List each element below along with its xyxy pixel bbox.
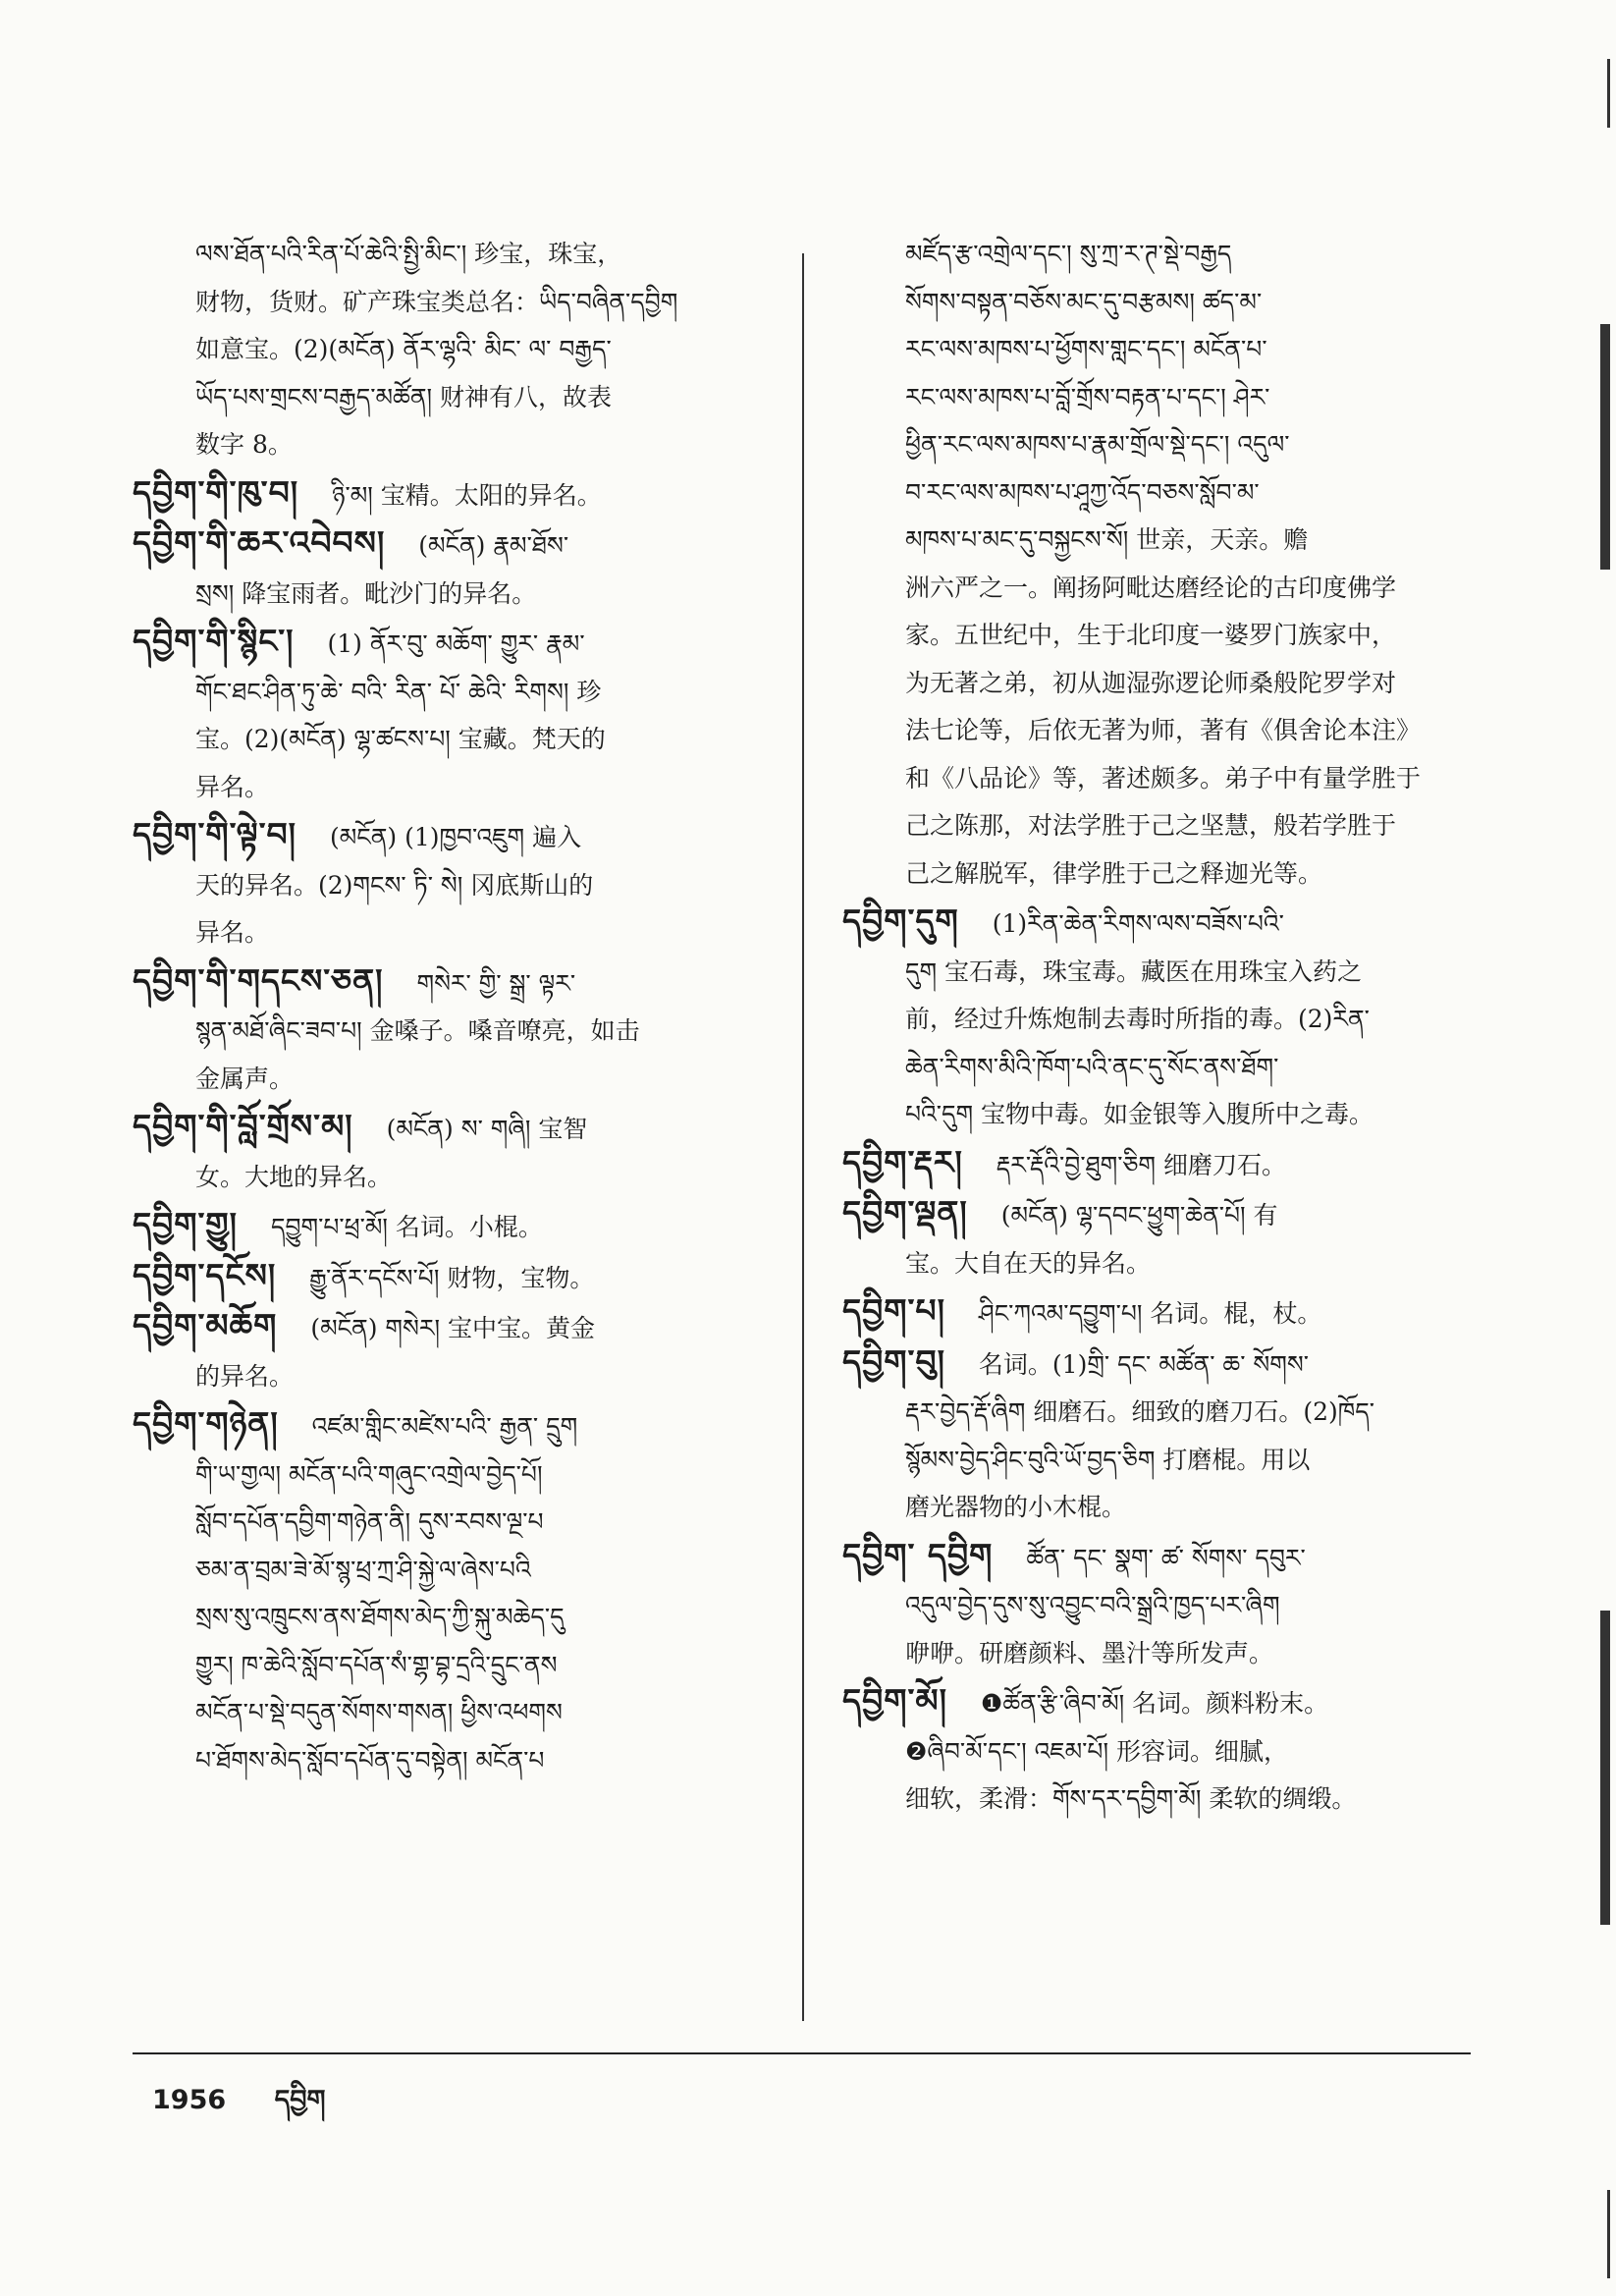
text-line: མཁས་པ་མང་དུ་བསྐྱངས་སོ། 世亲，天亲。赡 bbox=[905, 525, 1309, 554]
entry-headword: དབྱིག་པ། bbox=[842, 1291, 945, 1330]
entry-continuation-line: 宝。(2)(མངོན) ལྷ་ཚངས་པ། 宝藏。梵天的 bbox=[195, 725, 606, 753]
entry-first-line bbox=[133, 1400, 800, 1451]
entry-continuation-line: སྙན་མཐོ་ཞིང་ཟབ་པ། 金嗓子。嗓音嘹亮，如击 bbox=[195, 1016, 640, 1045]
edge-mark bbox=[1607, 2190, 1610, 2278]
text-line: 如意宝。(2)(མངོན) ནོར་ལྷའི་ མིང་ ལ་ བརྒྱད་ bbox=[195, 335, 612, 363]
entry-continuation-line: འདུལ་བྱེད་དུས་སུ་འབྱུང་བའི་སྒྲའི་ཁྱད་པར་ཞིག bbox=[905, 1591, 1280, 1619]
page-number: 1956 bbox=[152, 2085, 227, 2115]
entry-headword: དབྱིག་གྱུ། bbox=[133, 1205, 238, 1243]
entry-headword: དབྱིག་གི་ཁུ་བ། bbox=[133, 472, 299, 512]
entry-first-line bbox=[133, 469, 800, 520]
entry-continuation-line: གོང་ཐང་ཤིན་ཏུ་ཆེ་ བའི་ རིན་ པོ་ ཆེའི་ རིགས། 珍 bbox=[195, 677, 602, 706]
dictionary-entry bbox=[842, 1287, 1510, 1339]
dictionary-entry bbox=[133, 1252, 800, 1303]
entry-first-line bbox=[133, 1252, 800, 1303]
entry-continuation-line: 细软，柔滑：གོས་དར་དབྱིག་མོ། 柔软的绸缎。 bbox=[905, 1784, 1357, 1813]
entry-continuation-line: པའི་དུག 宝物中毒。如金银等入腹所中之毒。 bbox=[905, 1100, 1374, 1128]
text-line: རང་ལས་མཁས་པ་བློ་གྲོས་བརྟན་པ་དང་། ཤེར་ bbox=[905, 382, 1270, 411]
right-column bbox=[842, 231, 1510, 1824]
entry-continuation-line: 天的异名。(2)གངས་ ཏི་ སེ། 冈底斯山的 bbox=[195, 870, 594, 900]
entry-continuation-line: 金属声。 bbox=[195, 1064, 295, 1093]
entry-first-line bbox=[133, 1103, 800, 1154]
entry-definition: ཤིང་ཀའམ་དབྱུག་པ། 名词。棍，杖。 bbox=[978, 1299, 1322, 1328]
dictionary-entry bbox=[133, 1201, 800, 1252]
entry-headword: དབྱིག་དུག bbox=[842, 902, 959, 940]
entry-definition: ཉི་མ། 宝精。太阳的异名。 bbox=[332, 480, 602, 510]
entry-continuation-line: སྙོམས་བྱེད་ཤིང་བུའི་ཡོ་བྱད་ཅིག 打磨棍。用以 bbox=[905, 1445, 1311, 1474]
column-divider bbox=[802, 253, 804, 2021]
entry-headword: དབྱིག་ལྡན། bbox=[842, 1193, 968, 1231]
entry-first-line bbox=[842, 1189, 1510, 1240]
entry-continuation-line: 宝。大自在天的异名。 bbox=[905, 1248, 1152, 1278]
entry-headword: དབྱིག་གི་ཆར་འབེབས། bbox=[133, 523, 386, 562]
text-line: སོགས་བསྟན་བཅོས་མང་དུ་བརྩམས། ཚད་མ་ bbox=[905, 287, 1263, 316]
text-line: 数字 8。 bbox=[195, 430, 293, 459]
edge-mark bbox=[1600, 324, 1610, 570]
entry-definition: (མངོན) (1)ཁྱབ་འཇུག 遍入 bbox=[329, 823, 582, 851]
entry-first-line bbox=[842, 898, 1510, 949]
dictionary-entry bbox=[133, 957, 800, 1104]
entry-headword: དབྱིག་ དབྱིག bbox=[842, 1535, 994, 1574]
entry-continuation-line: 咿咿。研磨颜料、墨汁等所发声。 bbox=[905, 1638, 1274, 1667]
entry-continuation-line: ❷ཞིབ་མོ་དང་། འཇམ་པོ། 形容词。细腻， bbox=[905, 1736, 1288, 1766]
entry-first-line bbox=[842, 1139, 1510, 1190]
right-entries bbox=[842, 898, 1510, 1824]
dictionary-entry bbox=[133, 1400, 800, 1784]
dictionary-entry bbox=[842, 1339, 1510, 1532]
entry-definition: འཛམ་གླིང་མཛེས་པའི་ རྒྱན་ དྲུག bbox=[311, 1412, 578, 1441]
entry-continuation-line: 异名。 bbox=[195, 918, 270, 947]
entry-continuation-line: 的异名。 bbox=[195, 1361, 295, 1391]
intro-continuation bbox=[133, 231, 800, 469]
entry-first-line bbox=[842, 1532, 1510, 1583]
entry-definition: 名词。(1)གྲི་ དང་ མཚོན་ ཆ་ སོགས་ bbox=[978, 1349, 1310, 1379]
entry-headword: དབྱིག་གི་བློ་གྲོས་མ། bbox=[133, 1107, 353, 1145]
entry-headword: དབྱིག་དངོས། bbox=[133, 1255, 277, 1294]
dictionary-entry bbox=[842, 1532, 1510, 1678]
dictionary-entry bbox=[842, 898, 1510, 1139]
text-line: 为无著之弟，初从迦湿弥逻论师桑般陀罗学对 bbox=[905, 668, 1397, 697]
entry-definition: (1)རིན་ཆེན་རིགས་ལས་བཟོས་པའི་ bbox=[992, 909, 1284, 938]
dictionary-entry bbox=[842, 1139, 1510, 1190]
dictionary-entry bbox=[133, 1302, 800, 1400]
text-line: 己之陈那，对法学胜于己之坚慧，般若学胜于 bbox=[905, 811, 1397, 840]
entry-definition: ཚོན་ དང་ སྣག་ ཚ་ སོགས་ དབུར་ bbox=[1026, 1543, 1306, 1572]
dictionary-entry bbox=[133, 469, 800, 520]
page-footer bbox=[152, 2070, 326, 2145]
entry-continuation-line: 前，经过升炼炮制去毒时所指的毒。(2)རིན་ bbox=[905, 1005, 1370, 1033]
entry-continuation-line: ཅམ་ན་བྲམ་ཟེ་མོ་སྙ་ཕྲ་ཀྲ་ཤི་སྐྱེ་ལ་ཞེས་པའི bbox=[195, 1555, 531, 1584]
text-line: 和《八品论》等，著述颇多。弟子中有量学胜于 bbox=[905, 763, 1422, 793]
entry-first-line bbox=[133, 618, 800, 669]
entry-continuation-line: རྡར་བྱེད་རྡོ་ཞིག 细磨石。细致的磨刀石。(2)ཁོད་ bbox=[905, 1397, 1374, 1426]
entry-continuation-line: པ་ཐོགས་མེད་སློབ་དཔོན་དུ་བསྟེན། མངོན་པ bbox=[195, 1745, 545, 1775]
entry-continuation-line: 女。大地的异名。 bbox=[195, 1162, 393, 1191]
entry-definition: (མངོན) ལྷ་དབང་ཕྱུག་ཆེན་པོ། 有 bbox=[1000, 1201, 1278, 1230]
entry-headword: དབྱིག་གི་ལྟེ་བ། bbox=[133, 815, 296, 853]
dictionary-entry bbox=[133, 811, 800, 957]
dictionary-entry bbox=[133, 519, 800, 618]
entry-definition: ❶ཚོན་རྩི་ཞིབ་མོ། 名词。颜料粉末。 bbox=[980, 1689, 1329, 1718]
footer-rule bbox=[133, 2052, 1471, 2054]
entry-headword: དབྱིག་གཉེན། bbox=[133, 1404, 279, 1443]
entry-definition: (མངོན) རྣམ་ཐོས་ bbox=[418, 531, 569, 560]
left-column bbox=[133, 231, 800, 1784]
entry-definition: (མངོན) ས་ གཞི། 宝智 bbox=[386, 1115, 588, 1143]
entry-continuation-line: སྲས། 降宝雨者。毗沙门的异名。 bbox=[195, 578, 537, 608]
entry-definition: རྒྱུ་ནོར་དངོས་པོ། 财物，宝物。 bbox=[309, 1263, 595, 1292]
edge-mark bbox=[1600, 1611, 1610, 1925]
text-line: 洲六严之一。阐扬阿毗达磨经论的古印度佛学 bbox=[905, 573, 1397, 602]
entry-first-line bbox=[842, 1339, 1510, 1390]
entry-first-line bbox=[842, 1287, 1510, 1339]
text-line: 法七论等，后依无著为师，著有《俱舍论本注》 bbox=[905, 716, 1422, 744]
entry-definition: རྡར་རྡོའི་བྱེ་ཐུག་ཅིག 细磨刀石。 bbox=[996, 1150, 1286, 1179]
right-continuation bbox=[842, 231, 1510, 898]
left-entries bbox=[133, 469, 800, 1785]
scan-edge-marks bbox=[1577, 0, 1616, 2296]
text-line: བ་རང་ལས་མཁས་པ་ཤཱཀྱ་འོད་བཅས་སློབ་མ་ bbox=[905, 477, 1260, 507]
dictionary-entry bbox=[842, 1189, 1510, 1287]
text-line: 家。五世纪中，生于北印度一婆罗门族家中， bbox=[905, 621, 1397, 649]
text-line: 己之解脱军，律学胜于己之释迦光等。 bbox=[905, 858, 1323, 888]
text-line: མཛོད་རྩ་འགྲེལ་དང་། སུ་ཀྲ་ར་ཊ་སྡེ་བརྒྱད bbox=[905, 240, 1232, 268]
entry-headword: དབྱིག་མོ། bbox=[842, 1681, 947, 1720]
entry-headword: དབྱིག་རྡར། bbox=[842, 1142, 963, 1181]
entry-continuation-line: གི་ཡ་གྱལ། མངོན་པའི་གཞུང་འགྲེལ་བྱེད་པོ། bbox=[195, 1459, 543, 1489]
entry-continuation-line: གྱུར། ཁ་ཆེའི་སློབ་དཔོན་སཾ་གྷ་བྷ་དྲའི་དྲུང་ནས bbox=[195, 1650, 558, 1679]
dictionary-entry bbox=[133, 618, 800, 811]
entry-continuation-line: 磨光器物的小木棍。 bbox=[905, 1493, 1127, 1521]
entry-first-line bbox=[133, 519, 800, 571]
entry-definition: དབྱུག་པ་ཕྲ་མོ། 名词。小棍。 bbox=[270, 1213, 543, 1241]
text-line: 财物，货财。矿产珠宝类总名：ཡིད་བཞིན་དབྱིག bbox=[195, 287, 678, 316]
entry-definition: (མངོན) གསེར། 宝中宝。黄金 bbox=[310, 1314, 595, 1342]
entry-first-line bbox=[133, 957, 800, 1009]
text-line: ལས་ཐོན་པའི་རིན་པོ་ཆེའི་སྤྱི་མིང་། 珍宝，珠宝， bbox=[195, 240, 622, 268]
entry-headword: དབྱིག་བུ། bbox=[842, 1341, 945, 1381]
entry-continuation-line: མངོན་པ་སྡེ་བདུན་སོགས་གསན། ཕྱིས་འཕགས bbox=[195, 1698, 563, 1726]
running-head: དབྱིག bbox=[274, 2085, 326, 2115]
entry-continuation-line: སྲས་སུ་འཁྲུངས་ནས་ཐོགས་མེད་ཀྱི་སྐུ་མཆེད་དུ bbox=[195, 1603, 565, 1631]
entry-headword: དབྱིག་གི་སྙིང་། bbox=[133, 622, 295, 660]
entry-first-line bbox=[133, 1302, 800, 1353]
entry-continuation-line: སློབ་དཔོན་དབྱིག་གཉེན་ནི། དུས་རབས་ལྔ་པ bbox=[195, 1507, 544, 1536]
dictionary-entry bbox=[842, 1677, 1510, 1824]
dictionary-entry bbox=[133, 1103, 800, 1201]
entry-definition: གསེར་ གྱི་ སྒྲ་ ལྟར་ bbox=[416, 968, 576, 998]
entry-continuation-line: དུག 宝石毒，珠宝毒。藏医在用珠宝入药之 bbox=[905, 957, 1363, 986]
edge-mark bbox=[1607, 59, 1610, 128]
entry-definition: (1) ནོར་བུ་ མཆོག་ གྱུར་ རྣམ་ bbox=[327, 629, 585, 658]
entry-continuation-line: ཆེན་རིགས་མིའི་ཁོག་པའི་ནང་དུ་སོང་ནས་ཐོག་ bbox=[905, 1052, 1279, 1081]
text-line: ཡོད་པས་གྲངས་བརྒྱད་མཚོན། 财神有八，故表 bbox=[195, 382, 613, 411]
entry-first-line bbox=[133, 811, 800, 862]
entry-first-line bbox=[842, 1677, 1510, 1728]
entry-headword: དབྱིག་གི་གདངས་ཅན། bbox=[133, 960, 384, 1000]
entry-first-line bbox=[133, 1201, 800, 1252]
text-line: རང་ལས་མཁས་པ་ཕྱོགས་གླང་དང་། མངོན་པ་ bbox=[905, 335, 1267, 363]
text-line: ཕྱིན་རང་ལས་མཁས་པ་རྣམ་གྲོལ་སྡེ་དང་། འདུལ་ bbox=[905, 430, 1290, 459]
entry-continuation-line: 异名。 bbox=[195, 772, 270, 801]
entry-headword: དབྱིག་མཆོག bbox=[133, 1306, 278, 1344]
